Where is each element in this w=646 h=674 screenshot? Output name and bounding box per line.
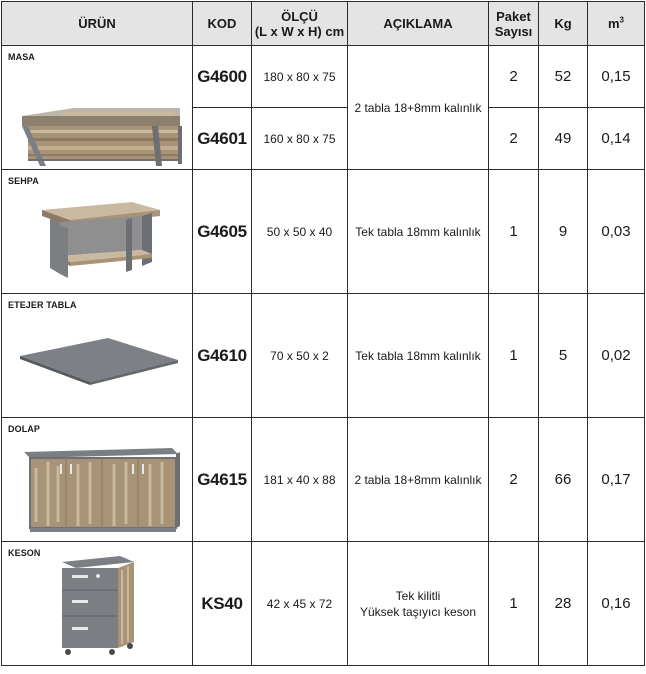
- paket-cell: 2: [489, 108, 539, 170]
- aciklama-line2: Yüksek taşıyıcı keson: [359, 604, 477, 619]
- header-kg: Kg: [539, 2, 588, 46]
- header-olcu-line2: (L x W x H) cm: [254, 23, 345, 39]
- aciklama-cell: [348, 542, 489, 666]
- kg-cell: 28: [539, 542, 588, 666]
- kod-cell: KS40: [193, 542, 252, 666]
- aciklama-cell: Tek tabla 18mm kalınlık: [348, 294, 489, 418]
- product-cell-sehpa: [2, 170, 193, 294]
- m3-cell: 0,16: [588, 542, 645, 666]
- product-name: MASA: [8, 52, 35, 62]
- paket-cell: 1: [489, 170, 539, 294]
- header-aciklama: AÇIKLAMA: [348, 2, 489, 46]
- product-cell-etejer: [2, 294, 193, 418]
- header-m3-exponent: 3: [619, 15, 624, 25]
- header-paket-line2: Sayısı: [494, 23, 533, 39]
- table-row: [2, 542, 645, 666]
- product-name: KESON: [8, 548, 41, 558]
- aciklama-line1: Tek kilitli: [395, 588, 441, 603]
- kg-cell: 66: [539, 418, 588, 542]
- m3-cell: 0,15: [588, 46, 645, 108]
- header-m3: [588, 2, 645, 46]
- cabinet-illustration-icon: [2, 418, 192, 540]
- kod-cell: G4601: [193, 108, 252, 170]
- aciklama-cell: 2 tabla 18+8mm kalınlık: [348, 418, 489, 542]
- header-paket: [489, 2, 539, 46]
- aciklama-cell: 2 tabla 18+8mm kalınlık: [348, 46, 489, 170]
- product-name: ETEJER TABLA: [8, 300, 77, 310]
- product-cell-masa: [2, 46, 193, 170]
- table-row: [2, 46, 645, 108]
- header-m3-base: m: [607, 16, 620, 31]
- kg-cell: 5: [539, 294, 588, 418]
- kod-cell: G4600: [193, 46, 252, 108]
- m3-cell: 0,02: [588, 294, 645, 418]
- olcu-cell: 42 x 45 x 72: [252, 542, 348, 666]
- m3-cell: 0,14: [588, 108, 645, 170]
- aciklama-cell: Tek tabla 18mm kalınlık: [348, 170, 489, 294]
- m3-cell: 0,03: [588, 170, 645, 294]
- product-cell-dolap: [2, 418, 193, 542]
- header-kod: KOD: [193, 2, 252, 46]
- table-row: [2, 170, 645, 294]
- olcu-cell: 50 x 50 x 40: [252, 170, 348, 294]
- kod-cell: G4615: [193, 418, 252, 542]
- header-urun: ÜRÜN: [2, 2, 193, 46]
- product-name: DOLAP: [8, 424, 40, 434]
- coffee-table-illustration-icon: [2, 170, 192, 292]
- paket-cell: 1: [489, 542, 539, 666]
- m3-cell: 0,17: [588, 418, 645, 542]
- drawer-pedestal-illustration-icon: [2, 542, 192, 664]
- olcu-cell: 70 x 50 x 2: [252, 294, 348, 418]
- kod-cell: G4605: [193, 170, 252, 294]
- kod-cell: G4610: [193, 294, 252, 418]
- olcu-cell: 180 x 80 x 75: [252, 46, 348, 108]
- product-name: SEHPA: [8, 176, 39, 186]
- olcu-cell: 160 x 80 x 75: [252, 108, 348, 170]
- header-paket-line1: Paket: [496, 8, 531, 24]
- product-cell-keson: [2, 542, 193, 666]
- kg-cell: 52: [539, 46, 588, 108]
- table-row: [2, 294, 645, 418]
- paket-cell: 2: [489, 46, 539, 108]
- header-row: [2, 2, 645, 46]
- table-row: [2, 418, 645, 542]
- header-olcu-line1: ÖLÇÜ: [281, 8, 318, 24]
- olcu-cell: 181 x 40 x 88: [252, 418, 348, 542]
- product-spec-table: [1, 1, 645, 666]
- paket-cell: 1: [489, 294, 539, 418]
- kg-cell: 49: [539, 108, 588, 170]
- header-olcu: [252, 2, 348, 46]
- paket-cell: 2: [489, 418, 539, 542]
- kg-cell: 9: [539, 170, 588, 294]
- desk-illustration-icon: [2, 46, 192, 170]
- shelf-board-illustration-icon: [2, 294, 192, 416]
